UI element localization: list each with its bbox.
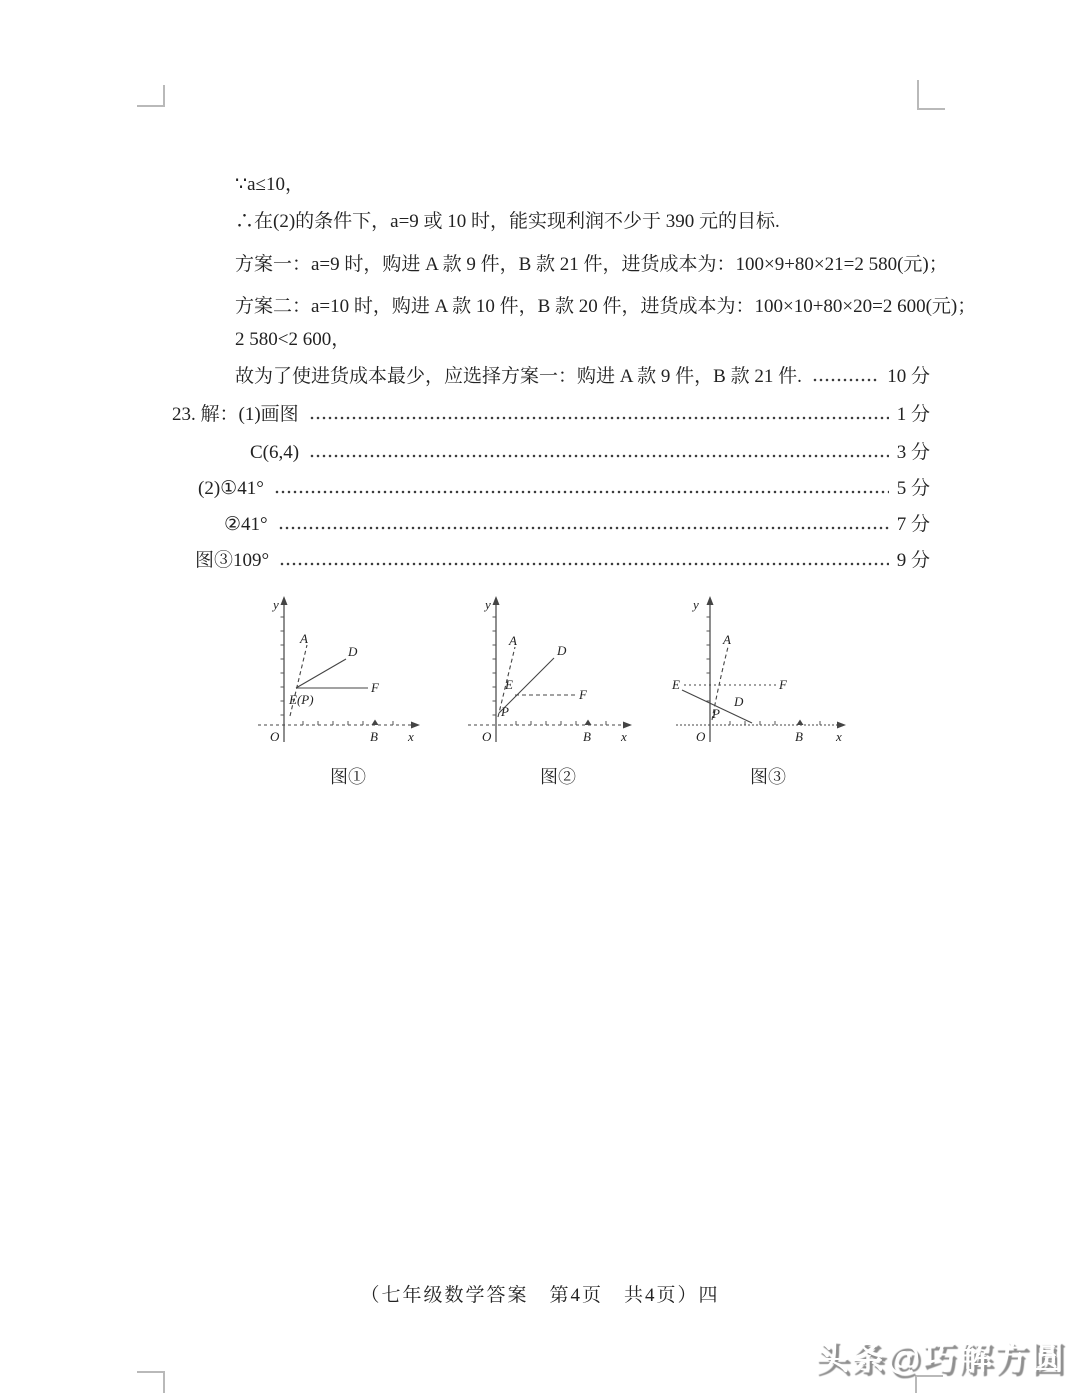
label-D: D bbox=[734, 694, 744, 709]
label-y-axis: y bbox=[485, 597, 491, 612]
label-D: D bbox=[557, 643, 567, 658]
solution-text: ∵a≤10， bbox=[235, 174, 304, 195]
label-P: P bbox=[712, 706, 720, 721]
label-O: O bbox=[482, 729, 492, 744]
ray-D bbox=[296, 659, 346, 688]
label-F: F bbox=[371, 680, 379, 695]
dotted-leader bbox=[309, 402, 889, 428]
x-axis bbox=[468, 720, 632, 729]
solution-line bbox=[235, 172, 304, 198]
label-B: B bbox=[370, 729, 378, 744]
score-label: 1 分 bbox=[896, 404, 930, 425]
solution-text: 方案一：a=9 时，购进 A 款 9 件，B 款 21 件，进货成本为：100×9+80×21=2 580(元)； bbox=[235, 254, 948, 275]
label-x-axis: x bbox=[836, 729, 842, 744]
dotted-leader bbox=[278, 512, 889, 538]
x-axis bbox=[258, 720, 420, 729]
scored-line bbox=[235, 364, 930, 390]
label-y-axis: y bbox=[693, 597, 699, 612]
y-axis bbox=[493, 596, 500, 742]
dotted-leader bbox=[812, 364, 879, 390]
scored-line bbox=[224, 512, 930, 538]
figure-1 bbox=[248, 592, 448, 789]
solution-text: 图③109° bbox=[195, 550, 270, 571]
label-A: A bbox=[509, 633, 517, 648]
solution-text: 故为了使进货成本最少，应选择方案一：购进 A 款 9 件，B 款 21 件. bbox=[235, 366, 802, 387]
score-label: 5 分 bbox=[896, 478, 930, 499]
solution-line bbox=[235, 294, 976, 320]
solution-line bbox=[235, 327, 350, 353]
scored-line bbox=[198, 476, 930, 502]
label-F: F bbox=[579, 687, 587, 702]
label-D: D bbox=[348, 644, 358, 659]
label-E: E bbox=[505, 677, 513, 692]
label-x-axis: x bbox=[621, 729, 627, 744]
label-E-P: E(P) bbox=[289, 692, 314, 707]
solution-line bbox=[235, 209, 780, 235]
solution-text: ∴在(2)的条件下，a=9 或 10 时，能实现利润不少于 390 元的目标. bbox=[235, 211, 780, 232]
figure-1-plot bbox=[248, 592, 448, 754]
figure-1-caption: 图① bbox=[330, 767, 366, 787]
label-A: A bbox=[723, 632, 731, 647]
figure-3-plot bbox=[668, 592, 868, 754]
solution-text: 23. 解：(1)画图 bbox=[172, 404, 299, 425]
crop-mark-bottom-left bbox=[137, 1371, 165, 1393]
dotted-leader bbox=[309, 440, 889, 466]
point-B-marker bbox=[797, 720, 804, 726]
solution-text: C(6,4) bbox=[250, 442, 300, 463]
score-label: 10 分 bbox=[887, 366, 930, 387]
label-x-axis: x bbox=[408, 729, 414, 744]
label-B: B bbox=[583, 729, 591, 744]
label-A: A bbox=[300, 631, 308, 646]
label-O: O bbox=[270, 729, 280, 744]
label-E: E bbox=[672, 677, 680, 692]
figure-2-caption: 图② bbox=[540, 767, 576, 787]
label-B: B bbox=[795, 729, 803, 744]
dotted-leader bbox=[279, 548, 889, 574]
crop-mark-top-right bbox=[917, 80, 945, 110]
score-label: 7 分 bbox=[896, 514, 930, 535]
figure-2-plot bbox=[458, 592, 658, 754]
figure-2 bbox=[458, 592, 658, 789]
solution-text: ②41° bbox=[224, 514, 268, 535]
score-label: 3 分 bbox=[896, 442, 930, 463]
figure-3 bbox=[668, 592, 868, 789]
figure-3-caption: 图③ bbox=[750, 767, 786, 787]
solution-text: 方案二：a=10 时，购进 A 款 10 件，B 款 20 件，进货成本为：100×10+80×20=2 600(元)； bbox=[235, 296, 977, 317]
y-axis bbox=[281, 596, 288, 742]
page-footer: （七年级数学答案 第4页 共4页）四 bbox=[360, 1285, 720, 1306]
scored-line bbox=[195, 548, 930, 574]
label-O: O bbox=[696, 729, 706, 744]
point-B-marker bbox=[372, 720, 379, 726]
scored-line bbox=[172, 402, 930, 428]
crop-mark-top-left bbox=[137, 85, 165, 107]
label-y-axis: y bbox=[273, 597, 279, 612]
watermark: 头条@巧解方圆 bbox=[814, 1339, 1066, 1377]
dotted-leader bbox=[274, 476, 889, 502]
scored-line bbox=[250, 440, 930, 466]
label-P: P bbox=[501, 704, 509, 719]
label-F: F bbox=[779, 677, 787, 692]
solution-text: (2)①41° bbox=[198, 478, 264, 499]
point-B-marker bbox=[585, 720, 592, 726]
score-label: 9 分 bbox=[896, 550, 930, 571]
solution-line bbox=[235, 252, 948, 278]
solution-text: 2 580<2 600， bbox=[235, 329, 351, 350]
x-axis bbox=[676, 720, 846, 729]
